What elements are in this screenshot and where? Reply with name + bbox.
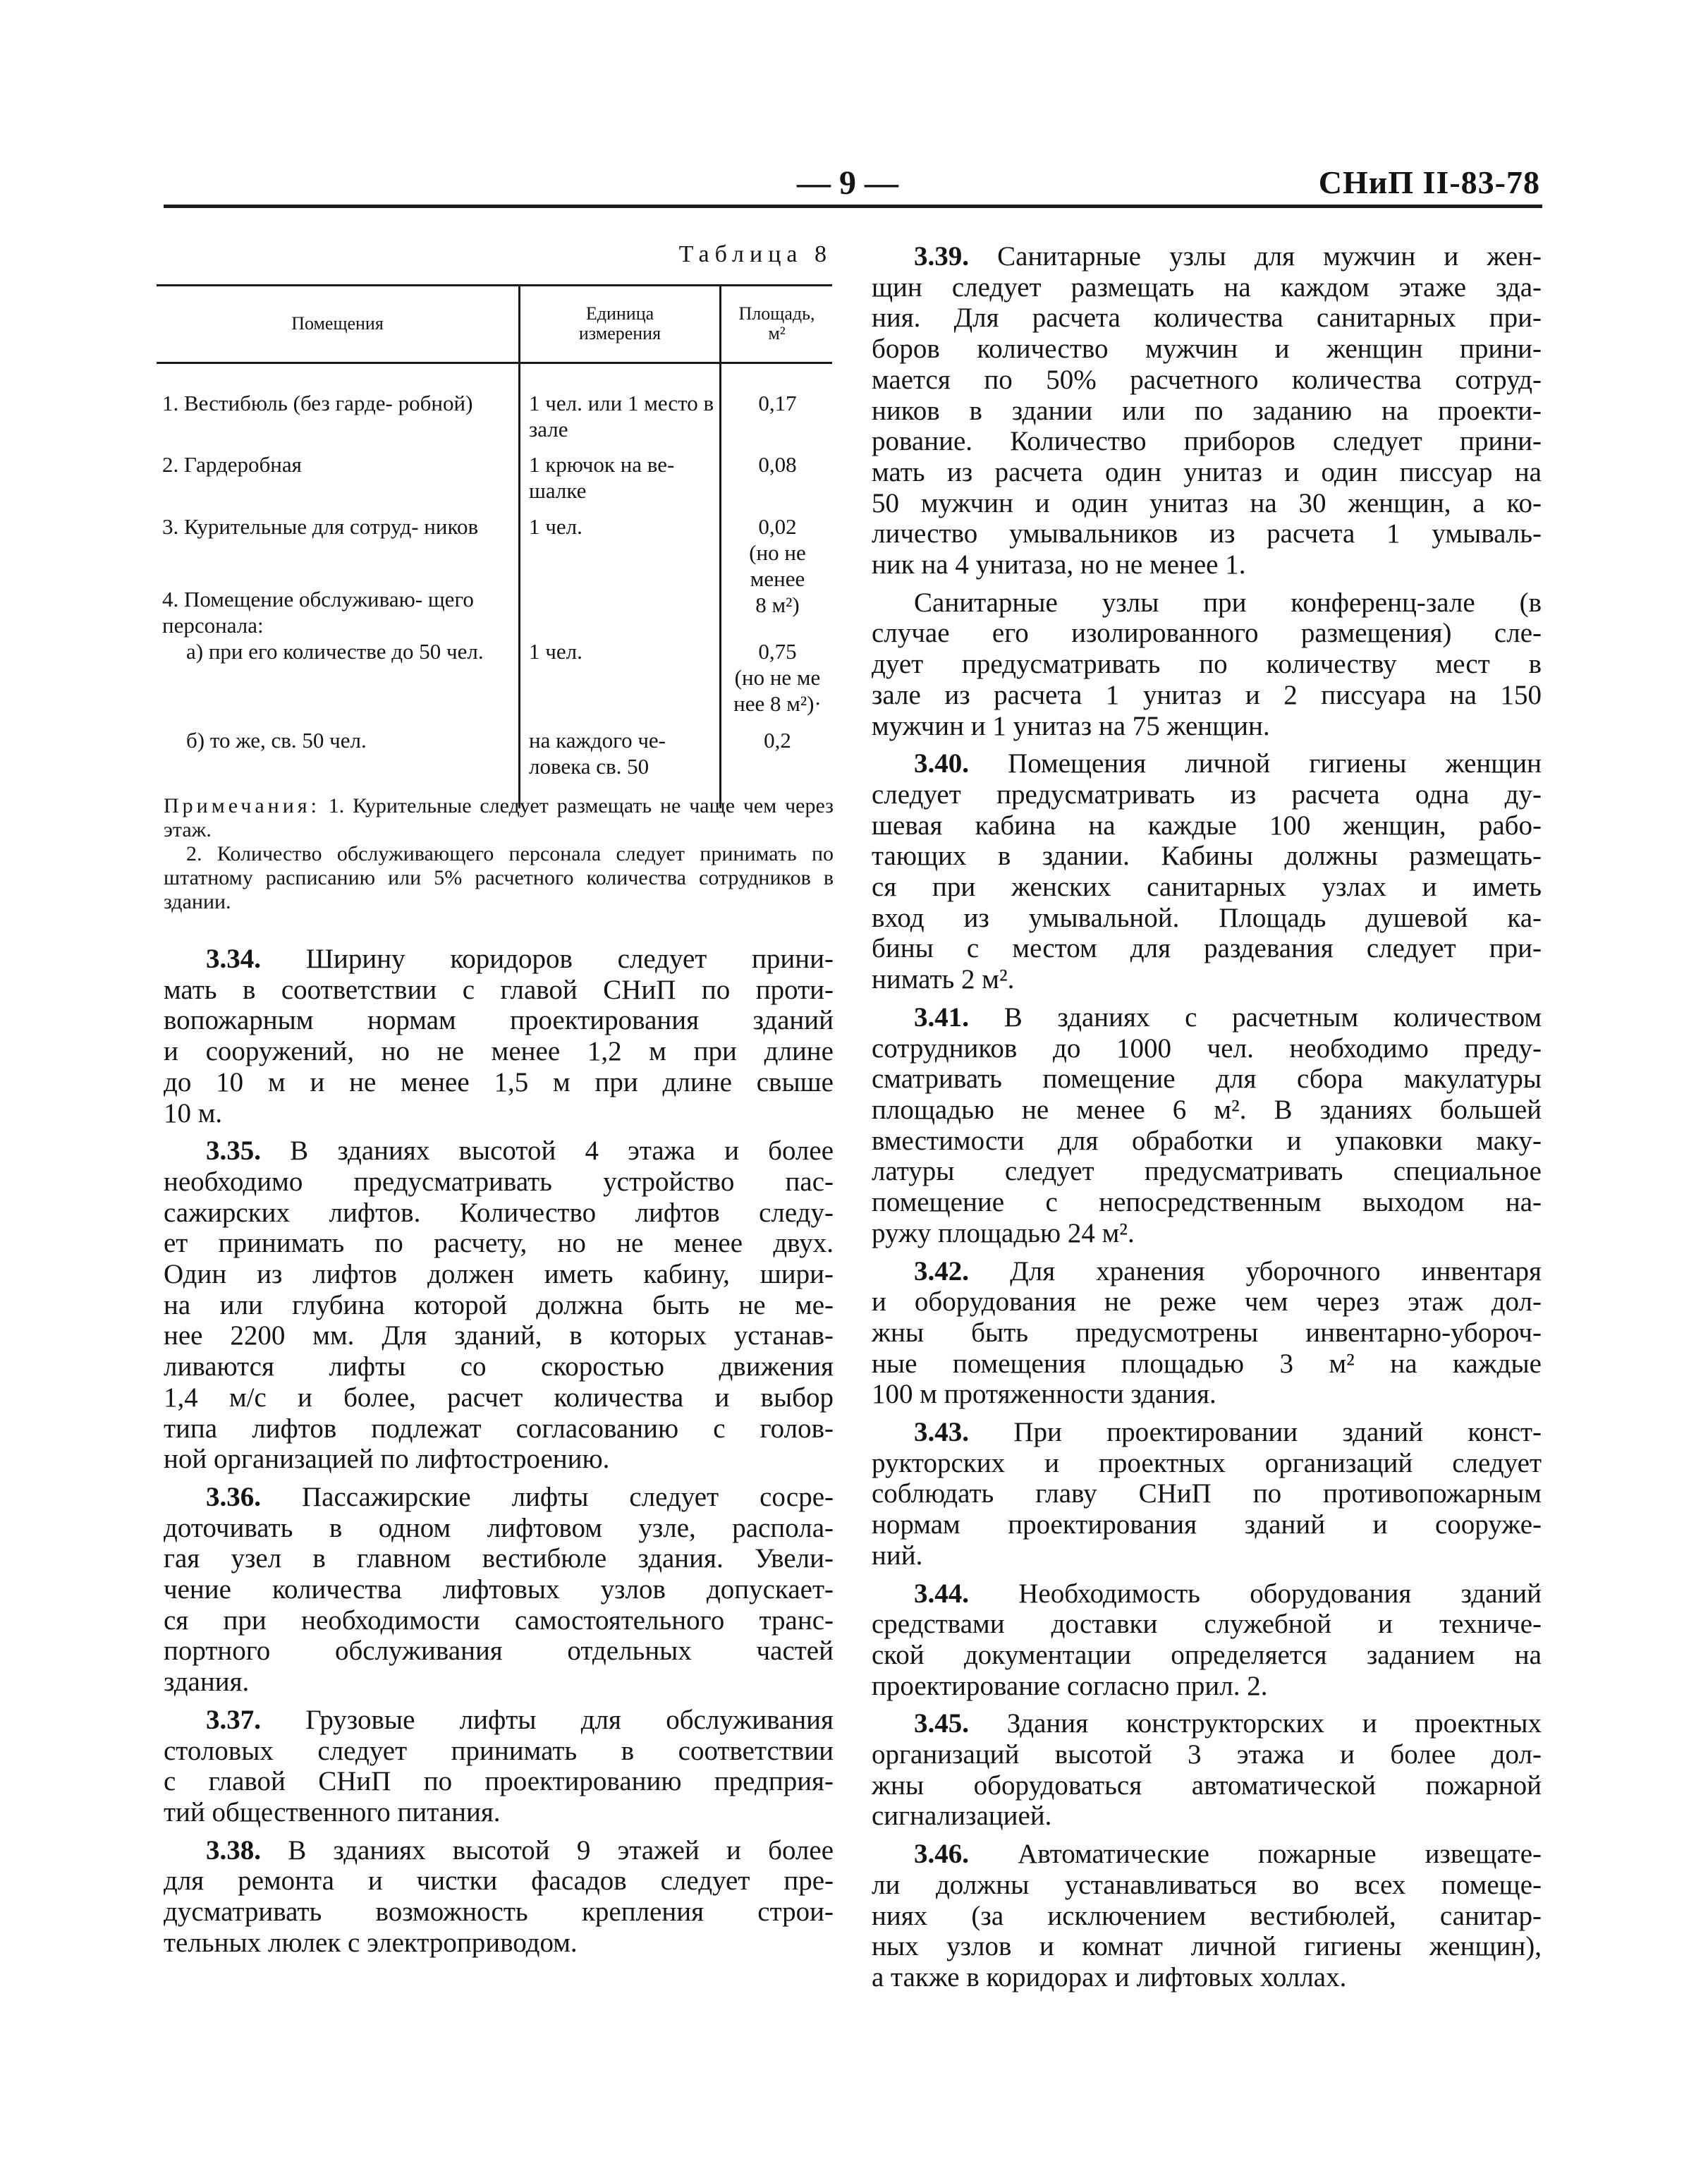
line-text: гая узел в главном вестибюле здания. Увели- <box>164 1543 834 1574</box>
line-text: площадью не менее 6 м². В зданиях большей <box>872 1094 1542 1125</box>
clause-number: 3.36. <box>206 1481 261 1512</box>
line-text: следует предусматривать из расчета одна ду- <box>872 779 1542 810</box>
paragraph-line <box>872 1509 1542 1540</box>
paragraph-line <box>872 518 1542 549</box>
line-text: дусматривать возможность крепления строи- <box>164 1897 834 1928</box>
table-row-unit <box>529 390 716 442</box>
unit-value: 1 чел. <box>529 639 582 664</box>
area-value: 0,17 <box>758 391 797 415</box>
paragraph-line <box>872 334 1542 365</box>
line-text: ниях (за исключением вестибюлей, санитар- <box>872 1900 1542 1931</box>
paragraph-line <box>872 1478 1542 1509</box>
line-text: Один из лифтов должен иметь кабину, шири- <box>164 1259 834 1290</box>
paragraph-line <box>164 1005 834 1036</box>
line-text: для ремонта и чистки фасадов следует пре- <box>164 1866 834 1897</box>
line-text: доточивать в одном лифтовом узле, распола- <box>164 1512 834 1543</box>
clause-number: 3.37. <box>206 1704 261 1735</box>
line-text: тельных люлек с электроприводом. <box>164 1927 578 1958</box>
line-text: Санитарные узлы для мужчин и жен- <box>997 241 1542 272</box>
paragraph-line <box>872 1349 1542 1380</box>
paragraph-line <box>872 303 1542 334</box>
paragraph-line <box>872 1540 1542 1571</box>
paragraph <box>872 1256 1542 1411</box>
line-text: тающих в здании. Кабины должны размещать- <box>872 841 1542 872</box>
paragraph-line <box>164 1736 834 1767</box>
line-text: ливаются лифты со скоростью движения <box>164 1351 834 1382</box>
paragraph-line <box>164 1543 834 1574</box>
table-row-unit <box>529 451 716 504</box>
paragraph-line <box>164 1897 834 1928</box>
room-name: а) при его количестве до 50 чел. <box>186 639 484 664</box>
paragraph <box>872 241 1542 580</box>
line-text: сотрудников до 1000 чел. необходимо преду- <box>872 1033 1542 1064</box>
area-value: 0,2 <box>764 728 791 753</box>
line-text: зале из расчета 1 унитаз и 2 писсуара на 150 <box>872 679 1542 710</box>
line-text: нимать 2 м². <box>872 964 1015 995</box>
paragraph-line <box>872 1870 1542 1901</box>
line-text: В зданиях высотой 4 этажа и более <box>290 1136 834 1167</box>
line-text: В зданиях с расчетным количеством <box>1004 1002 1542 1033</box>
line-text: сигнализацией. <box>872 1801 1052 1832</box>
paragraph <box>872 748 1542 995</box>
paragraph-line <box>872 872 1542 903</box>
paragraph-line <box>164 1067 834 1098</box>
paragraph-line <box>872 1286 1542 1318</box>
area-value: 0,08 <box>758 452 797 477</box>
line-text: ет принимать по расчету, но не менее двух. <box>164 1228 834 1259</box>
paragraph <box>872 1417 1542 1571</box>
line-text: проектирование согласно прил. 2. <box>872 1670 1268 1701</box>
table-row <box>186 638 514 664</box>
paragraph-line <box>872 903 1542 934</box>
line-text: ник на 4 унитаза, но не менее 1. <box>872 549 1246 580</box>
line-text: портного обслуживания отдельных частей <box>164 1636 834 1667</box>
line-text: ли должны устанавливаться во всех помеще- <box>872 1869 1542 1900</box>
line-text: 10 м. <box>164 1097 223 1128</box>
line-text: необходимо предусматривать устройство пас- <box>164 1166 834 1197</box>
line-text: мужчин и 1 унитаз на 75 женщин. <box>872 710 1270 741</box>
paragraph-line <box>872 426 1542 457</box>
paragraph-line <box>164 1636 834 1667</box>
paragraph-line <box>872 1708 1542 1739</box>
paragraph <box>164 1482 834 1698</box>
paragraph-line <box>872 1095 1542 1126</box>
unit-value: 1 чел. <box>529 514 582 539</box>
paragraph-line <box>872 1256 1542 1287</box>
paragraph-line <box>872 549 1542 580</box>
paragraph-line <box>872 365 1542 396</box>
line-text: ния. Для расчета количества санитарных при- <box>872 303 1542 334</box>
paragraph-line <box>872 1901 1542 1932</box>
clause-number: 3.42. <box>914 1255 969 1286</box>
clause-number: 3.34. <box>206 944 261 974</box>
line-text: типа лифтов подлежат согласованию с голов- <box>164 1413 834 1444</box>
area-value: 0,75 (но не ме нее 8 м²)· <box>733 639 822 716</box>
paragraph-line <box>872 457 1542 488</box>
line-text: ников в здании или по заданию на проекти- <box>872 395 1542 426</box>
unit-value: на каждого че- ловека св. 50 <box>529 728 666 779</box>
line-text: бины с местом для раздевания следует при- <box>872 933 1542 964</box>
table-header-area: Площадь, м² <box>738 303 815 343</box>
line-text: жны быть предусмотрены инвентарно-убороч- <box>872 1317 1542 1348</box>
paragraph-line <box>872 1126 1542 1157</box>
table-col-divider-2 <box>719 284 721 808</box>
paragraph-line <box>164 1866 834 1897</box>
room-name: 3. Курительные для сотруд- ников <box>162 514 479 539</box>
paragraph-line <box>872 1739 1542 1770</box>
paragraph-line <box>872 1839 1542 1870</box>
paragraph-line <box>872 618 1542 649</box>
paragraph <box>872 1839 1542 1993</box>
line-text: вместимости для обработки и упаковки маку- <box>872 1125 1542 1156</box>
paragraph-line <box>872 1379 1542 1410</box>
line-text: 100 м протяженности здания. <box>872 1379 1216 1410</box>
paragraph-line <box>164 1797 834 1828</box>
line-text: нее 2200 мм. Для зданий, в которых устанав- <box>164 1320 834 1351</box>
line-text: латуры следует предусматривать специальное <box>872 1156 1542 1187</box>
paragraph-line <box>872 649 1542 680</box>
paragraph-line <box>164 1320 834 1351</box>
note-2-text: 2. Количество обслуживающего персонала следует принимать по штатному расписанию или 5% расчетного количества сотрудников в здании. <box>164 842 834 913</box>
line-text: Для хранения уборочного инвентаря <box>1010 1255 1542 1286</box>
notes-label: Примечания: <box>164 794 320 817</box>
note-1 <box>164 794 834 842</box>
line-text: Санитарные узлы при конференц-зале (в <box>914 587 1542 618</box>
line-text: В зданиях высотой 9 этажей и более <box>288 1835 834 1866</box>
table-row <box>162 451 511 477</box>
paragraph-line <box>872 1318 1542 1349</box>
paragraph <box>164 1136 834 1475</box>
room-name: 2. Гардеробная <box>162 452 302 477</box>
room-name: 4. Помещение обслуживаю- щего персонала: <box>162 587 474 638</box>
line-text: рукторских и проектных организаций следует <box>872 1447 1542 1478</box>
table-row-unit <box>529 727 716 779</box>
paragraph-line <box>164 1482 834 1513</box>
line-text: ной организацией по лифтостроению. <box>164 1444 610 1475</box>
line-text: Автоматические пожарные извещате- <box>1018 1839 1542 1870</box>
paragraph-line <box>872 1033 1542 1064</box>
paragraph-line <box>164 1513 834 1544</box>
table-header-rooms: Помещения <box>291 313 384 334</box>
paragraph-line <box>872 1578 1542 1610</box>
line-text: организаций высотой 3 этажа и более дол- <box>872 1739 1542 1770</box>
paragraph-line <box>872 1448 1542 1479</box>
line-text: вход из умывальной. Площадь душевой ка- <box>872 902 1542 933</box>
paragraph-line <box>164 1351 834 1382</box>
paragraph-line <box>872 1770 1542 1801</box>
line-text: жны оборудоваться автоматической пожарной <box>872 1770 1542 1801</box>
paragraph-line <box>872 396 1542 427</box>
line-text: Пассажирские лифты следует сосре- <box>301 1481 834 1512</box>
table-8 <box>157 284 832 808</box>
paragraph-line <box>872 933 1542 964</box>
paragraph-line <box>872 748 1542 779</box>
paragraph-line <box>872 680 1542 711</box>
line-text: сажирских лифтов. Количество лифтов следу- <box>164 1197 834 1228</box>
line-text: При проектировании зданий конст- <box>1013 1417 1542 1448</box>
paragraph-line <box>164 1290 834 1321</box>
line-text: ний. <box>872 1540 923 1571</box>
paragraph-line <box>164 1444 834 1475</box>
paragraph-line <box>872 588 1542 619</box>
paragraph-line <box>872 1962 1542 1993</box>
paragraph-line <box>872 1064 1542 1095</box>
paragraph-line <box>164 1136 834 1167</box>
paragraph <box>872 588 1542 742</box>
paragraph <box>872 1708 1542 1832</box>
paragraph-line <box>164 1413 834 1444</box>
paragraph-line <box>872 1640 1542 1671</box>
paragraph-line <box>164 1228 834 1259</box>
paragraph-line <box>164 1198 834 1229</box>
clause-number: 3.35. <box>206 1136 261 1167</box>
line-text: и сооружений, но не менее 1,2 м при длине <box>164 1036 834 1067</box>
line-text: Необходимость оборудования зданий <box>1018 1578 1542 1609</box>
line-text: тий общественного питания. <box>164 1796 501 1827</box>
line-text: средствами доставки служебной и техниче- <box>872 1609 1542 1640</box>
paragraph-line <box>164 1259 834 1290</box>
paragraph <box>872 1578 1542 1702</box>
note-1-text: 1. Курительные следует размещать не чаще чем через этаж. <box>164 794 834 841</box>
table-row <box>162 513 511 540</box>
paragraph-line <box>872 488 1542 519</box>
line-text: столовых следует принимать в соответствии <box>164 1735 834 1766</box>
paragraph <box>872 1002 1542 1249</box>
line-text: Грузовые лифты для обслуживания <box>305 1704 834 1735</box>
document-code: СНиП II-83-78 <box>1318 164 1540 200</box>
paragraph-line <box>164 944 834 975</box>
paragraph-line <box>872 1218 1542 1249</box>
line-text: случае его изолированного размещения) сле- <box>872 618 1542 649</box>
table-top-rule <box>157 284 832 286</box>
line-text: на или глубина которой должна быть не ме- <box>164 1289 834 1320</box>
line-text: мается по 50% расчетного количества сотруд- <box>872 364 1542 395</box>
line-text: шевая кабина на каждые 100 женщин, рабо- <box>872 810 1542 841</box>
paragraph-line <box>164 1036 834 1067</box>
paragraph-line <box>872 1417 1542 1448</box>
line-text: мать из расчета один унитаз и один писсуар на <box>872 456 1542 487</box>
paragraph-line <box>872 1156 1542 1187</box>
line-text: щин следует размещать на каждом этаже зда- <box>872 272 1542 303</box>
paragraph-line <box>164 1167 834 1198</box>
paragraph-line <box>872 810 1542 841</box>
room-name: б) то же, св. 50 чел. <box>186 728 367 753</box>
line-text: сматривать помещение для сбора макулатуры <box>872 1064 1542 1095</box>
line-text: здания. <box>164 1667 250 1698</box>
line-text: вопожарным нормам проектирования зданий <box>164 1005 834 1036</box>
line-text: до 10 м и не менее 1,5 м при длине свыше <box>164 1066 834 1097</box>
right-text-column <box>872 241 1542 2000</box>
page-number: — 9 — <box>797 164 898 202</box>
clause-number: 3.41. <box>914 1002 969 1033</box>
line-text: дует предусматривать по количеству мест в <box>872 649 1542 680</box>
paragraph-line <box>164 1928 834 1959</box>
paragraph-line <box>872 841 1542 872</box>
line-text: ся при необходимости самостоятельного транс- <box>164 1605 834 1636</box>
line-text: ружу площадью 24 м². <box>872 1217 1135 1248</box>
paragraph <box>164 1835 834 1959</box>
line-text: Помещения личной гигиены женщин <box>1008 748 1542 779</box>
line-text: соблюдать главу СНиП по противопожарным <box>872 1478 1542 1509</box>
line-text: и оборудования не реже чем через этаж дол- <box>872 1286 1542 1318</box>
paragraph-line <box>872 1187 1542 1218</box>
paragraph-line <box>164 1766 834 1797</box>
line-text: Здания конструкторских и проектных <box>1006 1708 1542 1739</box>
left-text-column <box>164 944 834 1966</box>
clause-number: 3.39. <box>914 241 969 272</box>
room-name: 1. Вестибюль (без гарде- робной) <box>162 391 473 415</box>
paragraph-line <box>164 975 834 1006</box>
paragraph-line <box>872 964 1542 995</box>
line-text: 1,4 м/с и более, расчет количества и выбор <box>164 1382 834 1413</box>
area-value: 0,02 (но не менее 8 м²) <box>749 514 806 617</box>
clause-number: 3.45. <box>914 1708 969 1739</box>
unit-value: 1 чел. или 1 место в зале <box>529 391 714 442</box>
paragraph-line <box>164 1574 834 1605</box>
clause-number: 3.43. <box>914 1417 969 1448</box>
paragraph-line <box>164 1835 834 1866</box>
table-row-unit <box>529 638 716 664</box>
table-row <box>186 727 514 753</box>
paragraph-line <box>164 1705 834 1736</box>
paragraph-line <box>872 272 1542 303</box>
line-text: мать в соответствии с главой СНиП по проти- <box>164 974 834 1005</box>
paragraph-line <box>164 1667 834 1698</box>
paragraph-line <box>164 1098 834 1129</box>
line-text: ные помещения площадью 3 м² на каждые <box>872 1348 1542 1379</box>
paragraph-line <box>164 1605 834 1636</box>
note-2 <box>164 842 834 914</box>
paragraph <box>164 1705 834 1828</box>
table-row <box>162 586 511 638</box>
line-text: нормам проектирования зданий и сооруже- <box>872 1509 1542 1540</box>
table-header-rule <box>157 362 832 364</box>
line-text: чение количества лифтовых узлов допускает- <box>164 1574 834 1605</box>
clause-number: 3.44. <box>914 1578 969 1609</box>
paragraph-line <box>164 1382 834 1413</box>
unit-value: 1 крючок на ве- шалке <box>529 452 675 503</box>
paragraph-line <box>872 1931 1542 1962</box>
table-header-unit: Единица измерения <box>578 303 661 343</box>
line-text: помещение с непосредственным выходом на- <box>872 1187 1542 1218</box>
line-text: с главой СНиП по проектированию предприя- <box>164 1766 834 1797</box>
paragraph <box>164 944 834 1128</box>
table-caption: Таблица 8 <box>678 241 832 267</box>
header-rule <box>164 205 1542 208</box>
paragraph-line <box>872 711 1542 742</box>
clause-number: 3.40. <box>914 748 969 779</box>
line-text: боров количество мужчин и женщин прини- <box>872 334 1542 365</box>
paragraph-line <box>872 1609 1542 1640</box>
paragraph-line <box>872 241 1542 272</box>
line-text: рование. Количество приборов следует прини- <box>872 426 1542 457</box>
line-text: личество умывальников из расчета 1 умываль- <box>872 518 1542 549</box>
table-notes <box>164 794 834 914</box>
paragraph-line <box>872 779 1542 810</box>
clause-number: 3.46. <box>914 1839 969 1870</box>
line-text: ных узлов и комнат личной гигиены женщин), <box>872 1931 1542 1962</box>
line-text: а также в коридорах и лифтовых холлах. <box>872 1961 1347 1992</box>
line-text: ся при женских санитарных узлах и иметь <box>872 872 1542 903</box>
line-text: Ширину коридоров следует прини- <box>305 944 834 974</box>
table-row-unit <box>529 513 716 540</box>
line-text: 50 мужчин и один унитаз на 30 женщин, а ко- <box>872 487 1542 518</box>
paragraph-line <box>872 1671 1542 1702</box>
line-text: ской документации определяется заданием на <box>872 1639 1542 1670</box>
paragraph-line <box>872 1801 1542 1832</box>
table-row <box>162 390 511 416</box>
paragraph-line <box>872 1002 1542 1033</box>
clause-number: 3.38. <box>206 1835 261 1866</box>
table-col-divider-1 <box>518 284 520 808</box>
